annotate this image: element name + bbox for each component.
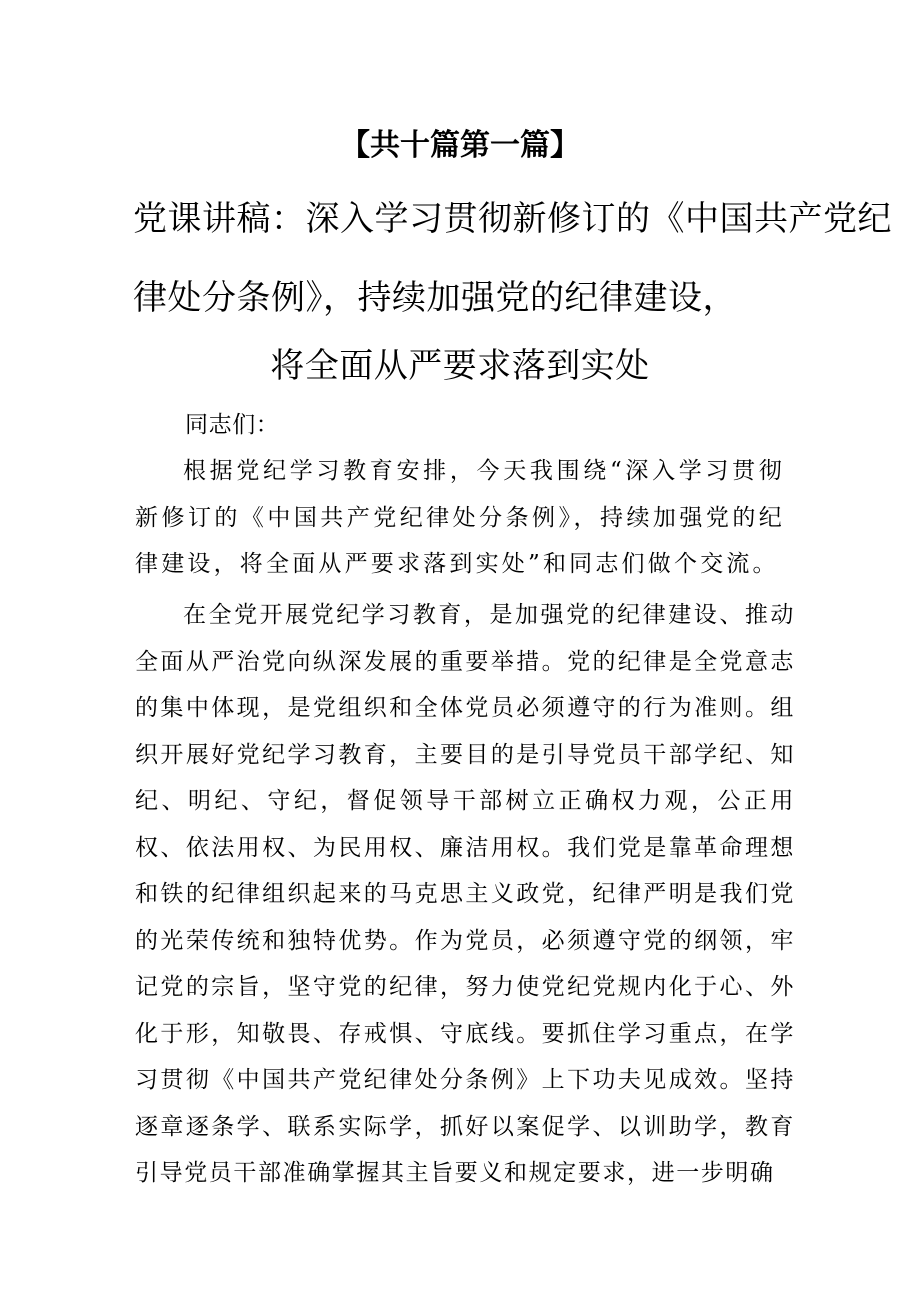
salutation: 同志们： bbox=[185, 412, 280, 438]
paragraph-1: 根据党纪学习教育安排，今天我围绕“深入学习贯彻新修订的《中国共产党纪律处分条例》，持续加强党的纪律建设，将全面从严要求落到实处”和同志们做个交流。 bbox=[135, 458, 785, 577]
paragraph-2: 在全党开展党纪学习教育，是加强党的纪律建设、推动全面从严治党向纵深发展的重要举措。党的纪律是全党意志的集中体现，是党组织和全体党员必须遵守的行为准则。组织开展好党纪学习教育，主要目的是引导党员干部学纪、知纪、明纪、守纪，督促领导干部树立正确权力观，公正用权、依法用权、为民用权、廉洁用权。我们党是靠革命理想和铁的纪律组织起来的马克思主义政党，纪律严明是我们党的光荣传统和独特优势。作为党员，必须遵守党的纲领，牢记党的宗旨，坚守党的纪律，努力使党纪党规内化于心、外化于形，知敬畏、存戒惧、守底线。要抓住学习重点，在学习贯彻《中国共产党纪律处分条例》上下功夫见成效。坚持逐章逐条学、联系实际学，抓好以案促学、以训助学，教育引导党员干部准确掌握其主旨要义和规定要求，进一步明确 bbox=[135, 602, 795, 1186]
series-label: 【共十篇第一篇】 bbox=[340, 128, 580, 163]
title-line-1: 党课讲稿：深入学习贯彻新修订的《中国共产党纪 bbox=[133, 199, 892, 239]
title-line-3: 将全面从严要求落到实处 bbox=[270, 346, 650, 386]
title-line-2: 律处分条例》，持续加强党的纪律建设， bbox=[133, 278, 737, 318]
